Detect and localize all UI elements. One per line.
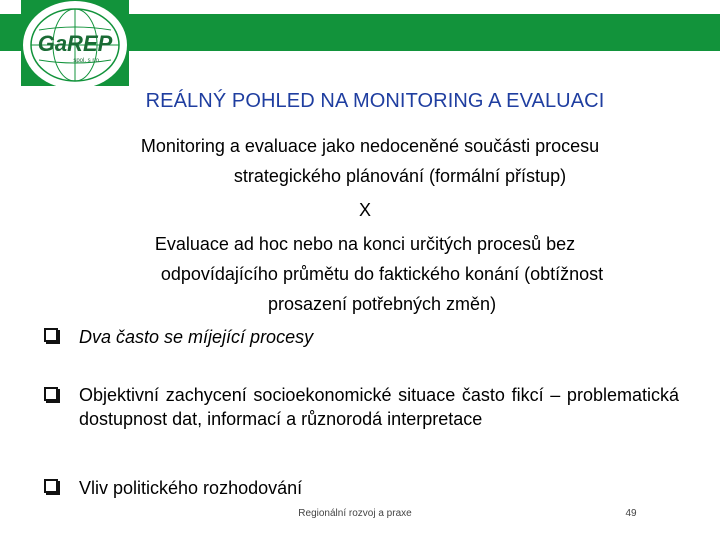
block-line-3: X <box>358 200 371 220</box>
block-line-6: prosazení potřebných změn) <box>267 294 497 314</box>
footer-text: Regionální rozvoj a praxe <box>298 508 412 519</box>
logo-subtext: spol. s r.o. <box>73 58 101 64</box>
block-line-2: strategického plánování (formální přístup) <box>233 166 567 186</box>
block-line-4: Evaluace ad hoc nebo na konci určitých procesů bez <box>154 234 576 254</box>
bullet-text: Vliv politického rozhodování <box>79 478 303 498</box>
page-number: 49 <box>625 508 637 519</box>
slide-title: REÁLNÝ POHLED NA MONITORING A EVALUACI <box>145 90 605 112</box>
logo-text: GaREP <box>37 31 113 56</box>
company-logo <box>21 0 129 86</box>
bullet-text: Objektivní zachycení socioekonomické situace často fikcí – problematická dostupnost dat, informací a různorodá interpretace <box>79 385 679 429</box>
checkbox-bullet-icon <box>44 479 58 493</box>
block-line-1: Monitoring a evaluace jako nedoceněné součásti procesu <box>140 136 600 156</box>
block-line-5: odpovídajícího průmětu do faktického konání (obtížnost <box>160 264 604 284</box>
checkbox-bullet-icon <box>44 387 58 401</box>
checkbox-bullet-icon <box>44 328 58 342</box>
bullet-text: Dva často se míjející procesy <box>79 327 314 347</box>
